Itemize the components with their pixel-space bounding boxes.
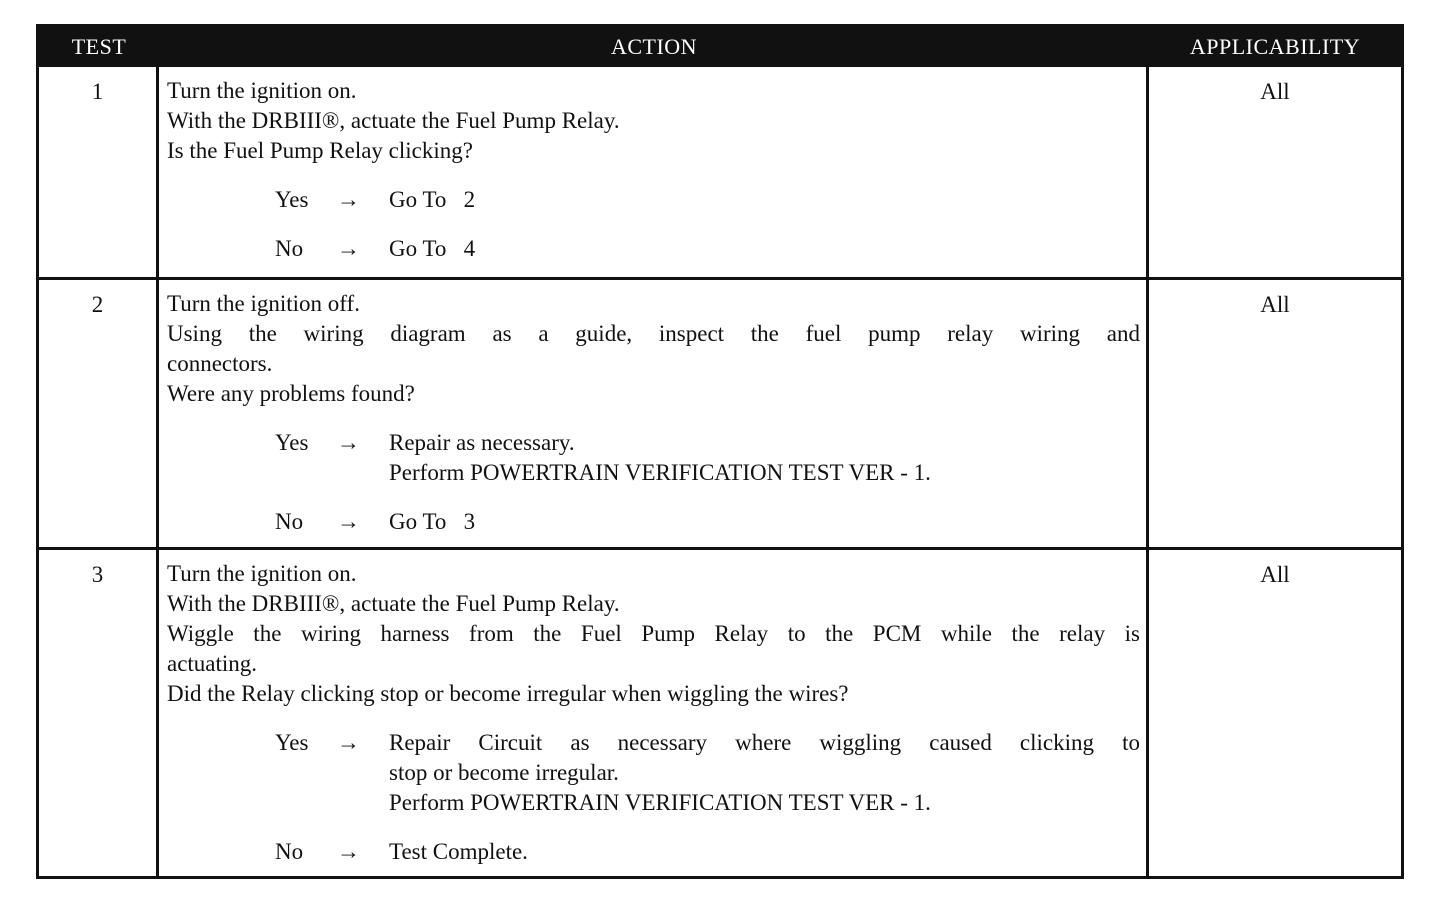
right-arrow-icon: → bbox=[337, 730, 360, 755]
table-row bbox=[39, 67, 1401, 277]
answer-text bbox=[389, 728, 1140, 818]
right-arrow-icon: → bbox=[337, 839, 360, 864]
applicability-cell: All bbox=[1260, 562, 1290, 587]
answer-label: Yes bbox=[275, 430, 309, 455]
table-header bbox=[39, 27, 1401, 67]
applicability-cell: All bbox=[1260, 79, 1290, 104]
answer-text bbox=[389, 428, 1140, 488]
answer-line: Perform POWERTRAIN VERIFICATION TEST VER - 1. bbox=[389, 460, 931, 485]
action-line: Is the Fuel Pump Relay clicking? bbox=[167, 138, 473, 163]
header-test: TEST bbox=[71, 34, 127, 59]
action-line: connectors. bbox=[167, 351, 273, 376]
answer-line: Go To 3 bbox=[389, 509, 476, 534]
answer-label: No bbox=[275, 236, 304, 261]
answer-yes bbox=[167, 728, 1140, 818]
answer-line: Repair Circuit as necessary where wiggling caused clicking to bbox=[389, 730, 1140, 755]
action-cell bbox=[159, 550, 1149, 876]
action-cell bbox=[159, 280, 1149, 547]
action-line: Turn the ignition off. bbox=[167, 291, 360, 316]
right-arrow-icon: → bbox=[337, 187, 360, 212]
answer-no bbox=[167, 507, 1140, 537]
right-arrow-icon: → bbox=[337, 509, 360, 534]
answers bbox=[167, 728, 1140, 867]
answer-label: Yes bbox=[275, 187, 309, 212]
answer-label: No bbox=[275, 509, 304, 534]
action-line: Were any problems found? bbox=[167, 381, 415, 406]
answer-yes bbox=[167, 428, 1140, 488]
header-applicability: APPLICABILITY bbox=[1189, 34, 1361, 59]
answer-line: stop or become irregular. bbox=[389, 760, 619, 785]
table-row bbox=[39, 547, 1401, 876]
applicability-cell: All bbox=[1260, 292, 1290, 317]
test-number: 1 bbox=[39, 67, 159, 277]
header-action: ACTION bbox=[610, 34, 698, 59]
diagnostic-test-table bbox=[36, 24, 1404, 879]
action-line: With the DRBIII®, actuate the Fuel Pump Relay. bbox=[167, 108, 620, 133]
action-line: Did the Relay clicking stop or become irregular when wiggling the wires? bbox=[167, 681, 849, 706]
action-line: actuating. bbox=[167, 651, 258, 676]
answer-line: Go To 4 bbox=[389, 236, 476, 261]
answer-text bbox=[389, 234, 1140, 264]
answer-text bbox=[389, 507, 1140, 537]
answer-no bbox=[167, 837, 1140, 867]
answer-text bbox=[389, 185, 1140, 215]
answer-label: Yes bbox=[275, 730, 309, 755]
action-line: With the DRBIII®, actuate the Fuel Pump Relay. bbox=[167, 591, 620, 616]
table-row bbox=[39, 277, 1401, 547]
right-arrow-icon: → bbox=[337, 430, 360, 455]
answers bbox=[167, 428, 1140, 537]
action-line: Turn the ignition on. bbox=[167, 561, 357, 586]
answer-no bbox=[167, 234, 1140, 264]
answer-line: Go To 2 bbox=[389, 187, 476, 212]
answers bbox=[167, 185, 1140, 264]
answer-line: Test Complete. bbox=[389, 839, 528, 864]
right-arrow-icon: → bbox=[337, 236, 360, 261]
action-line: Using the wiring diagram as a guide, inspect the fuel pump relay wiring and bbox=[167, 321, 1140, 346]
answer-line: Repair as necessary. bbox=[389, 430, 575, 455]
test-number: 3 bbox=[39, 550, 159, 876]
answer-yes bbox=[167, 185, 1140, 215]
test-number: 2 bbox=[39, 280, 159, 547]
answer-label: No bbox=[275, 839, 304, 864]
answer-text bbox=[389, 837, 1140, 867]
action-line: Turn the ignition on. bbox=[167, 78, 357, 103]
action-cell bbox=[159, 67, 1149, 277]
answer-line: Perform POWERTRAIN VERIFICATION TEST VER - 1. bbox=[389, 790, 931, 815]
action-line: Wiggle the wiring harness from the Fuel Pump Relay to the PCM while the relay is bbox=[167, 621, 1140, 646]
